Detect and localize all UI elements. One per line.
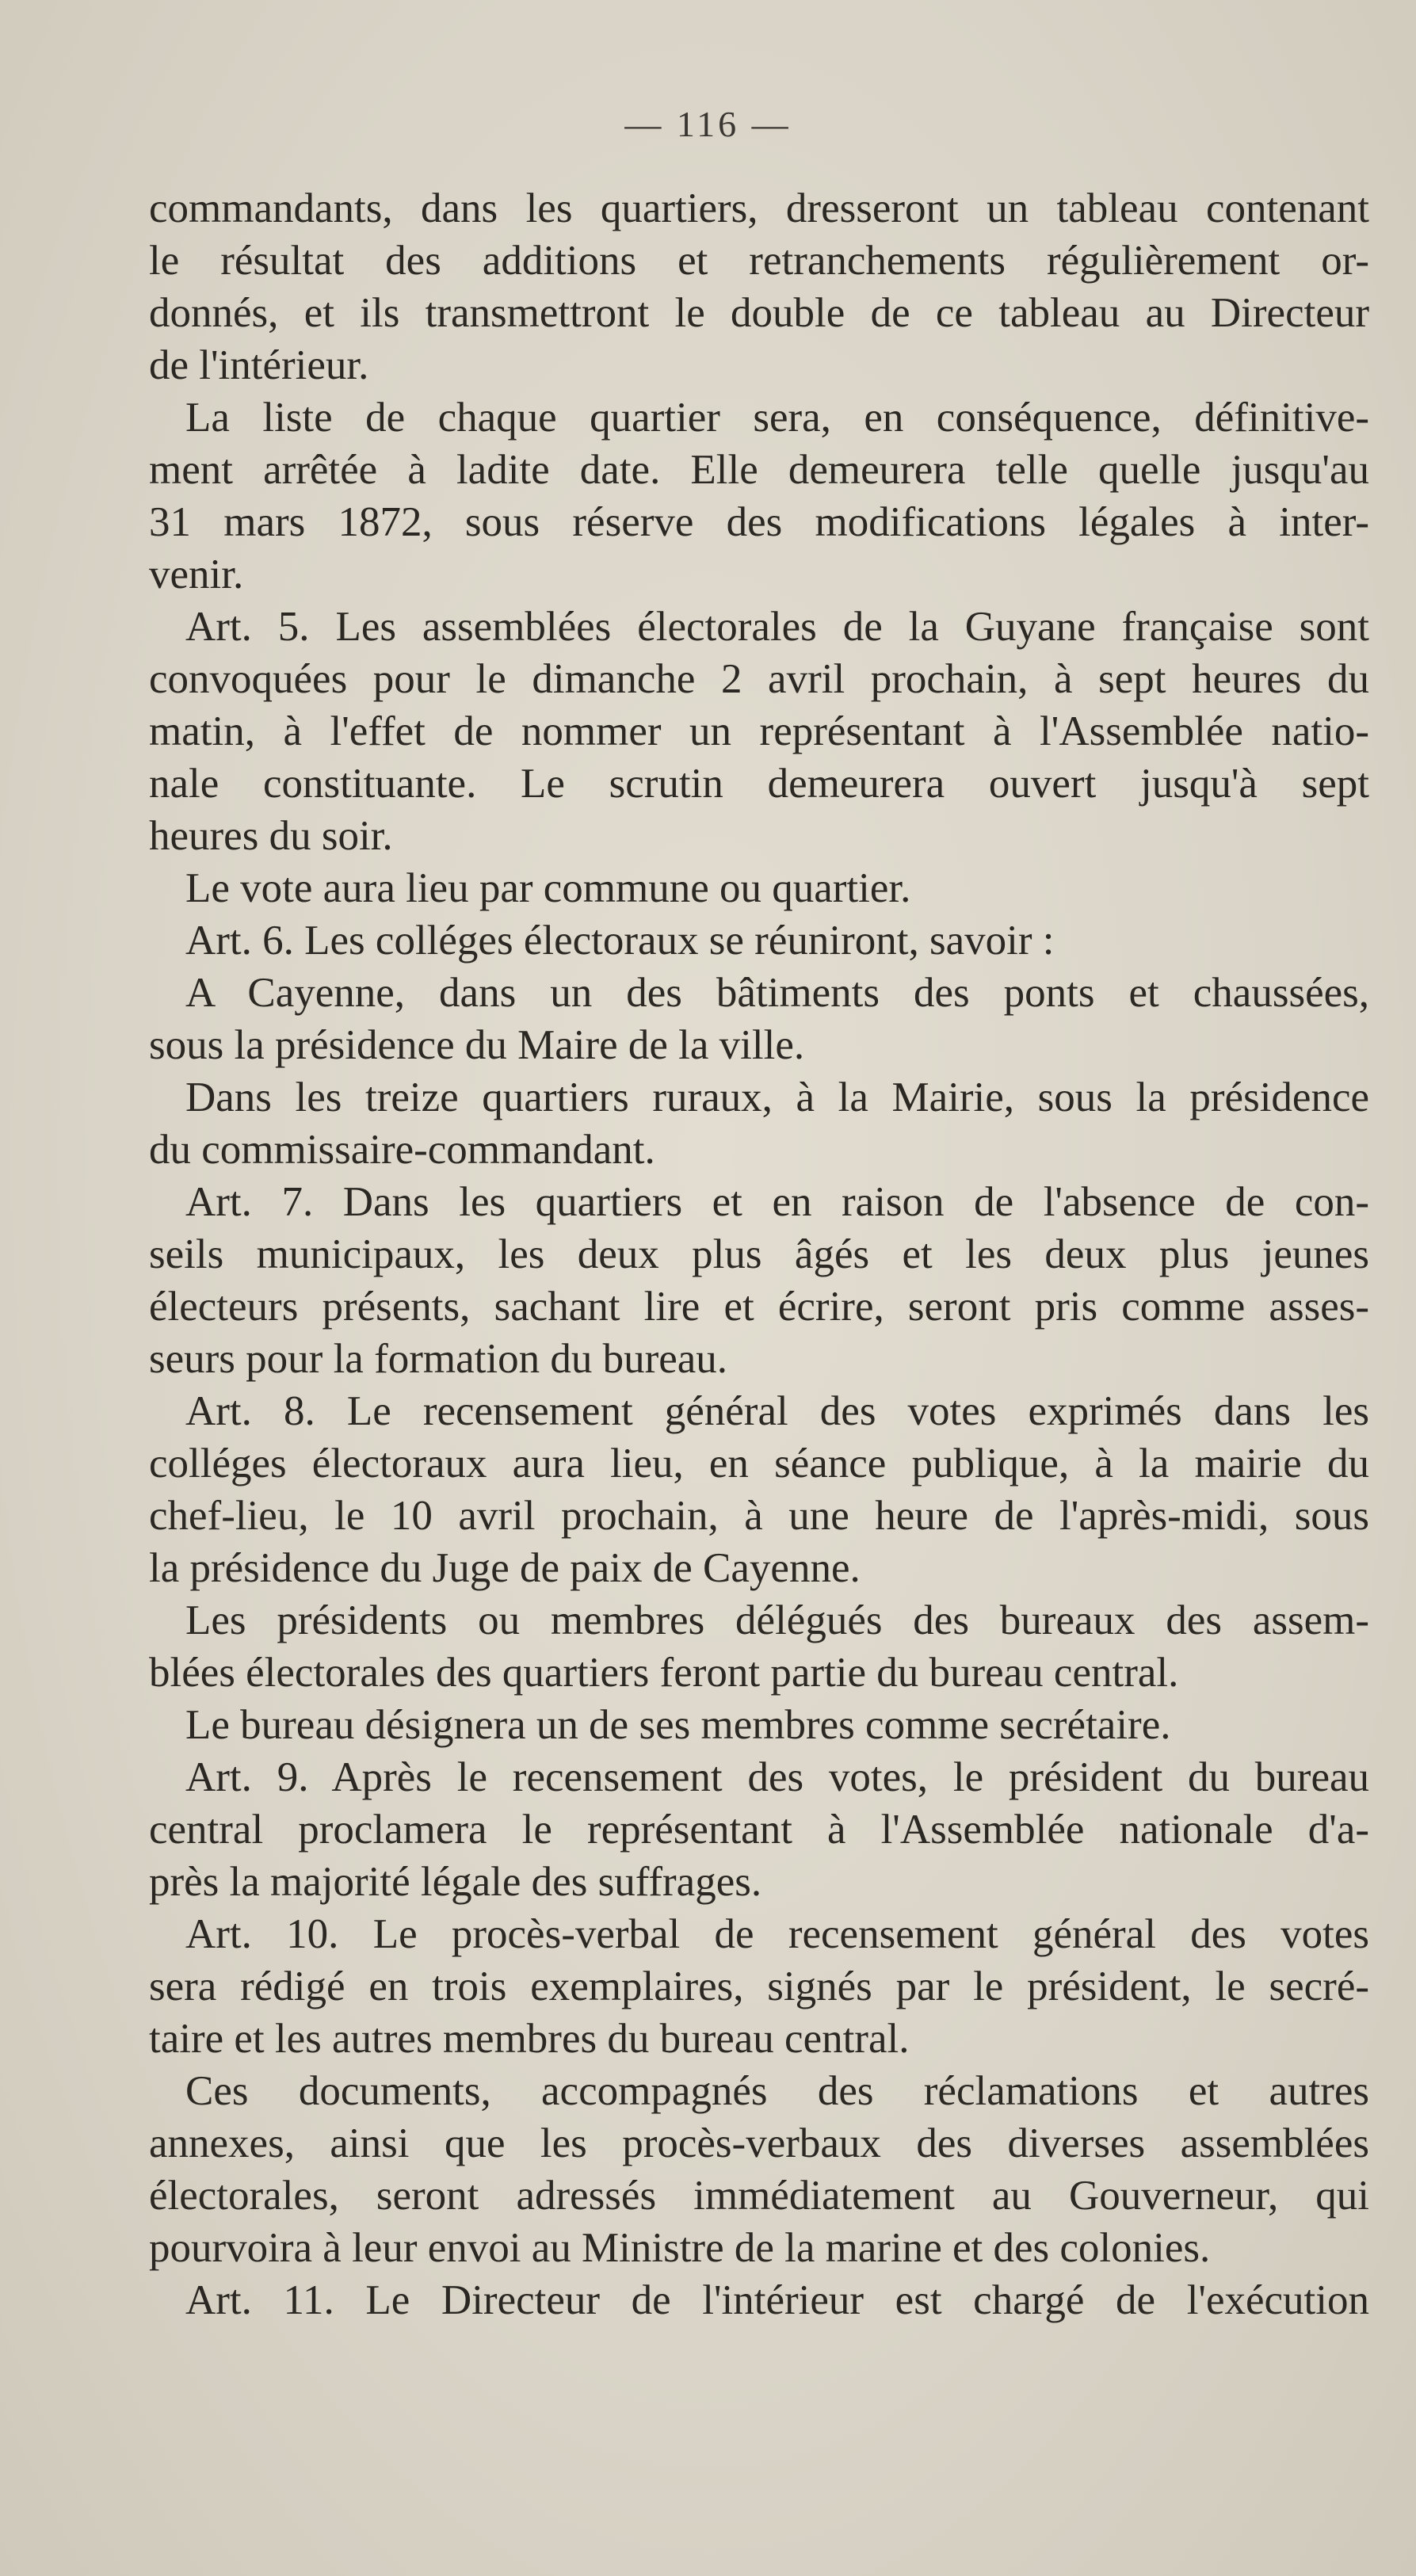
text-line: heures du soir. <box>149 813 393 859</box>
text-line: pourvoira à leur envoi au Ministre de la marine et des colonies. <box>149 2225 1211 2271</box>
text-line: Art. 7. Dans les quartiers et en raison de l'absence de con- <box>185 1179 1369 1225</box>
text-line: seils municipaux, les deux plus âgés et les deux plus jeunes <box>149 1231 1369 1277</box>
text-line: donnés, et ils transmettront le double de ce tableau au Directeur <box>149 290 1369 336</box>
text-line: Art. 6. Les colléges électoraux se réuniront, savoir : <box>185 918 1055 964</box>
text-line: seurs pour la formation du bureau. <box>149 1336 728 1382</box>
text-line: la présidence du Juge de paix de Cayenne. <box>149 1545 861 1591</box>
text-line: Le vote aura lieu par commune ou quartier. <box>185 865 911 911</box>
text-line: chef-lieu, le 10 avril prochain, à une heure de l'après-midi, sous <box>149 1493 1369 1539</box>
text-line: Dans les treize quartiers ruraux, à la Mairie, sous la présidence <box>185 1074 1369 1120</box>
text-line: Art. 9. Après le recensement des votes, le président du bureau <box>185 1754 1369 1800</box>
text-line: 31 mars 1872, sous réserve des modifications légales à inter- <box>149 499 1369 545</box>
text-line: Les présidents ou membres délégués des bureaux des assem- <box>185 1597 1369 1643</box>
text-line: Art. 5. Les assemblées électorales de la Guyane française sont <box>185 604 1369 650</box>
text-line: A Cayenne, dans un des bâtiments des ponts et chaussées, <box>185 970 1369 1016</box>
text-line: venir. <box>149 551 244 597</box>
text-line: du commissaire-commandant. <box>149 1127 655 1173</box>
text-line: blées électorales des quartiers feront partie du bureau central. <box>149 1650 1179 1696</box>
text-line: Le bureau désignera un de ses membres comme secrétaire. <box>185 1702 1171 1748</box>
text-line: le résultat des additions et retranchements régulièrement or- <box>149 238 1369 284</box>
text-line: Art. 8. Le recensement général des votes exprimés dans les <box>185 1388 1369 1434</box>
text-line: près la majorité légale des suffrages. <box>149 1859 762 1905</box>
text-line: électeurs présents, sachant lire et écrire, seront pris comme asses- <box>149 1284 1369 1330</box>
text-line: La liste de chaque quartier sera, en conséquence, définitive- <box>185 395 1369 441</box>
text-line: nale constituante. Le scrutin demeurera ouvert jusqu'à sept <box>149 761 1369 807</box>
body-text <box>149 182 1369 2326</box>
text-line: Art. 11. Le Directeur de l'intérieur est chargé de l'exécution <box>185 2277 1369 2323</box>
text-line: Ces documents, accompagnés des réclamations et autres <box>185 2068 1369 2114</box>
text-line: commandants, dans les quartiers, dresseront un tableau contenant <box>149 185 1369 231</box>
text-line: Art. 10. Le procès-verbal de recensement général des votes <box>185 1911 1369 1957</box>
text-line: électorales, seront adressés immédiatement au Gouverneur, qui <box>149 2173 1369 2219</box>
text-line: sous la présidence du Maire de la ville. <box>149 1022 805 1068</box>
text-line: colléges électoraux aura lieu, en séance publique, à la mairie du <box>149 1441 1369 1486</box>
text-line: matin, à l'effet de nommer un représentant à l'Assemblée natio- <box>149 708 1369 754</box>
text-line: central proclamera le représentant à l'Assemblée nationale d'a- <box>149 1807 1369 1853</box>
text-line: taire et les autres membres du bureau central. <box>149 2016 910 2062</box>
text-line: annexes, ainsi que les procès-verbaux des diverses assemblées <box>149 2120 1369 2166</box>
text-line: sera rédigé en trois exemplaires, signés par le président, le secré- <box>149 1963 1369 2009</box>
page-number: — 116 — <box>624 104 792 144</box>
text-line: ment arrêtée à ladite date. Elle demeurera telle quelle jusqu'au <box>149 447 1369 493</box>
text-line: convoquées pour le dimanche 2 avril prochain, à sept heures du <box>149 656 1369 702</box>
text-line: de l'intérieur. <box>149 342 369 388</box>
